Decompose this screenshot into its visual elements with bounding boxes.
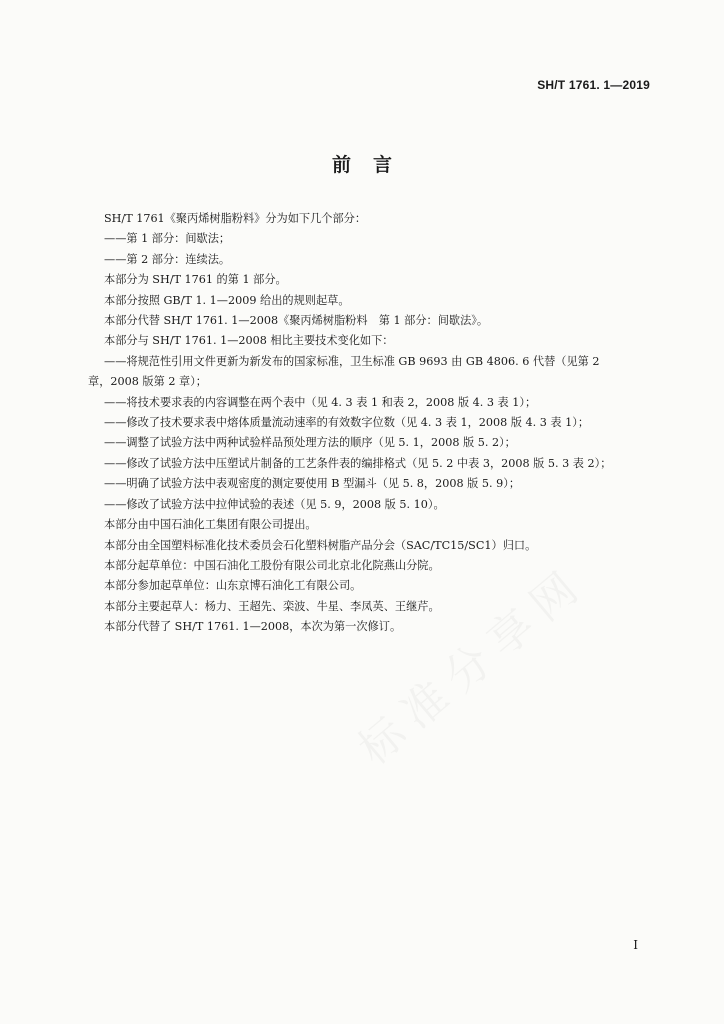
list-item: ——调整了试验方法中两种试验样品预处理方法的顺序（见 5. 1，2008 版 5. 2）； — [104, 436, 516, 450]
list-item: ——修改了试验方法中压塑试片制备的工艺条件表的编排格式（见 5. 2 中表 3，2008 版 5. 3 表 2）； — [104, 456, 612, 470]
paragraph: 本部分由中国石油化工集团有限公司提出。 — [104, 518, 317, 532]
paragraph: 本部分按照 GB/T 1. 1—2009 给出的规则起草。 — [104, 293, 350, 307]
list-item: ——将技术要求表的内容调整在两个表中（见 4. 3 表 1 和表 2，2008 版 4. 3 表 1）； — [104, 395, 537, 409]
list-item: ——第 2 部分：连续法。 — [104, 252, 231, 266]
paragraph: 本部分起草单位：中国石油化工股份有限公司北京北化院燕山分院。 — [104, 558, 440, 572]
watermark: 标准分享网 — [349, 555, 597, 775]
paragraph: 本部分主要起草人：杨力、王超先、栾波、牛星、李凤英、王继芹。 — [104, 599, 440, 613]
paragraph: SH/T 1761《聚丙烯树脂粉料》分为如下几个部分： — [104, 212, 367, 225]
page-number: I — [633, 938, 638, 952]
paragraph: 本部分与 SH/T 1761. 1—2008 相比主要技术变化如下： — [104, 334, 394, 348]
list-item: ——将规范性引用文件更新为新发布的国家标准，卫生标准 GB 9693 由 GB 4806. 6 代替（见第 2 — [104, 354, 600, 368]
list-item: ——修改了技术要求表中熔体质量流动速率的有效数字位数（见 4. 3 表 1，2008 版 4. 3 表 1）； — [104, 416, 590, 430]
list-item-continuation: 章，2008 版第 2 章）； — [88, 375, 207, 389]
list-item: ——修改了试验方法中拉伸试验的表述（见 5. 9，2008 版 5. 10）。 — [104, 497, 445, 511]
paragraph: 本部分由全国塑料标准化技术委员会石化塑料树脂产品分会（SAC/TC15/SC1）归口。 — [104, 538, 537, 552]
document-number-header: SH/T 1761. 1—2019 — [537, 78, 650, 92]
paragraph: 本部分代替了 SH/T 1761. 1—2008，本次为第一次修订。 — [104, 620, 402, 634]
paragraph: 本部分代替 SH/T 1761. 1—2008《聚丙烯树脂粉料 第 1 部分：间歇法》。 — [104, 314, 489, 328]
paragraph: 本部分参加起草单位：山东京博石油化工有限公司。 — [104, 579, 362, 593]
list-item: ——明确了试验方法中表观密度的测定要使用 B 型漏斗（见 5. 8，2008 版 5. 9）； — [104, 477, 521, 491]
page-title: 前言 — [331, 154, 414, 176]
paragraph: 本部分为 SH/T 1761 的第 1 部分。 — [104, 273, 287, 287]
list-item: ——第 1 部分：间歇法； — [104, 232, 231, 246]
